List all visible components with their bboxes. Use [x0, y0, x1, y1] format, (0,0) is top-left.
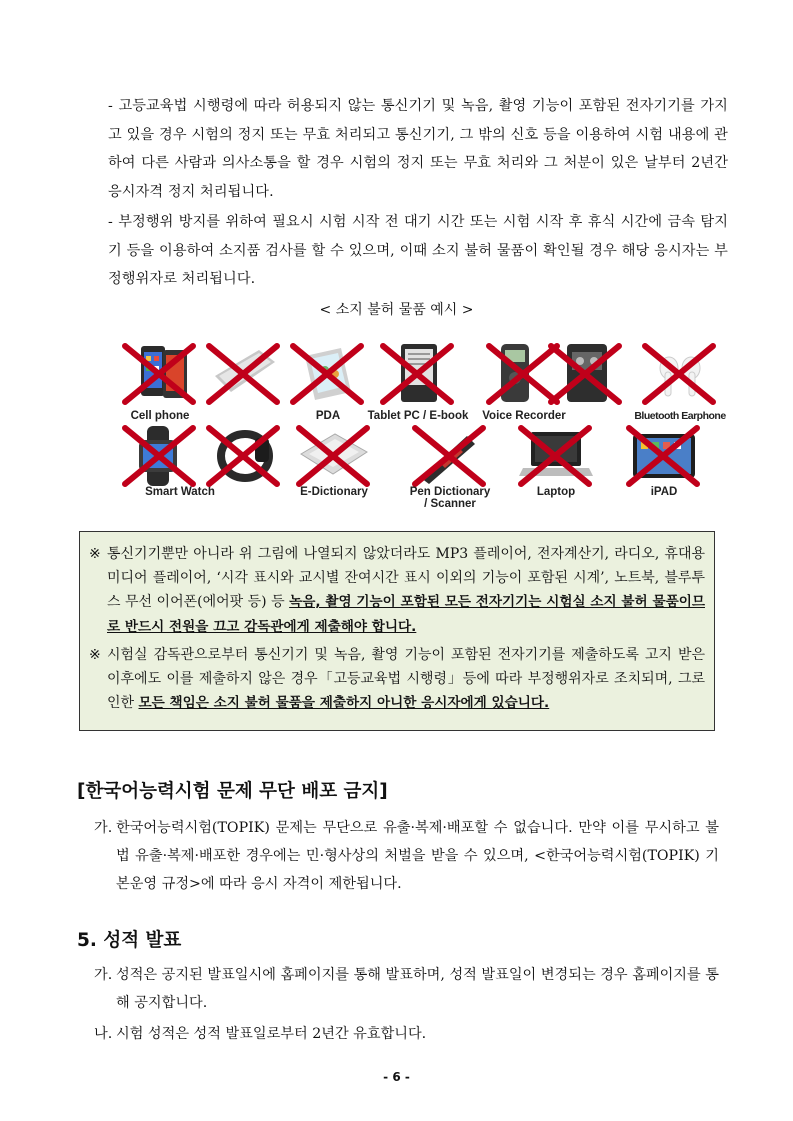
- cassette-recorder-icon: [543, 342, 629, 406]
- rule-bullet-2: [108, 208, 728, 294]
- item-label-pen-scanner: Pen Dictionary / Scanner: [409, 486, 491, 510]
- item-smart-watch: [117, 424, 215, 498]
- notice-note-2: [89, 643, 705, 716]
- item-pen-scanner: [407, 424, 493, 510]
- section-ban-text: 한국어능력시험(TOPIK) 문제는 무단으로 유출·복제·배포할 수 없습니다. 만약 이를 무시하고 불법 유출·복제·배포한 경우에는 민·형사상의 처벌을 받을 수 있으며, <한국어능력시험(TOPIK) 기본운영 규정>에 따라 응시 자격이 제한됩니다.: [116, 820, 719, 892]
- section-ban-item: [94, 814, 719, 898]
- item-label-earphone: Bluetooth Earphone: [634, 410, 726, 422]
- rule-bullet-2-text: - 부정행위 방지를 위하여 필요시 시험 시작 전 대기 시간 또는 시험 시작 후 휴식 시간에 금속 탐지기 등을 이용하여 소지품 검사를 할 수 있으며, 이때 소지 불허 물품이 확인될 경우 해당 응시자는 부정행위자로 처리됩니다.: [108, 214, 728, 287]
- notice-note-2-text: [107, 643, 705, 716]
- section-results-heading: 5. 성적 발표: [77, 930, 182, 951]
- results-item-2-marker: 나.: [94, 1026, 113, 1042]
- item-smartphone: [201, 342, 287, 406]
- item-label-cell-phone: Cell phone: [130, 410, 190, 422]
- notice-box: [79, 531, 715, 731]
- item-laptop: [513, 424, 599, 498]
- rule-bullet-1: [108, 92, 728, 206]
- e-dictionary-icon: [291, 424, 377, 488]
- notice-note-2-emphasis: 모든 책임은 소지 불허 물품을 제출하지 아니한 응시자에게 있습니다.: [138, 695, 550, 712]
- item-label-pda: PDA: [315, 410, 341, 422]
- item-label-voice-recorder: Voice Recorder: [482, 410, 566, 422]
- results-item-1-text: 성적은 공지된 발표일시에 홈페이지를 통해 발표하며, 성적 발표일이 변경되는 경우 홈페이지를 통해 공지합니다.: [116, 967, 719, 1011]
- item-ipad: [621, 424, 707, 498]
- pen-scanner-icon: [407, 424, 493, 488]
- section-ban-body: [94, 814, 719, 898]
- notice-mark-2: ※: [89, 646, 101, 663]
- ebook-icon: [375, 342, 461, 406]
- cell-phone-icon: [117, 342, 203, 406]
- section-ban-marker: 가.: [94, 820, 113, 836]
- results-item-2: [94, 1020, 719, 1048]
- prohibited-items-gallery: [117, 338, 726, 514]
- notice-note-2-plain: 시험실 감독관으로부터 통신기기 및 녹음, 촬영 기능이 포함된 전자기기를 제출하도록 고지 받은 이후에도 이를 제출하지 않은 경우「고등교육법 시행령」등에 따라 부정행위자로 조치되며, 그로 인한: [107, 646, 705, 712]
- page-number: - 6 -: [383, 1070, 410, 1084]
- item-label-ebook: Tablet PC / E-book: [367, 410, 469, 422]
- item-label-e-dictionary: E-Dictionary: [300, 486, 368, 498]
- section-results-body: [94, 961, 719, 1048]
- laptop-icon: [513, 424, 599, 488]
- item-label-laptop: Laptop: [536, 486, 576, 498]
- smartphone-icon: [201, 342, 287, 406]
- item-fitness-band: [201, 424, 287, 488]
- section-ban-heading: [한국어능력시험 문제 무단 배포 금지]: [77, 781, 388, 802]
- rules-bullet-list: [108, 92, 728, 294]
- gallery-caption: < 소지 불허 물품 예시 >: [319, 302, 474, 318]
- item-ebook: [367, 342, 469, 422]
- item-label-smart-watch: Smart Watch: [145, 486, 215, 498]
- item-earphone: [634, 342, 726, 422]
- item-cell-phone: [117, 342, 203, 422]
- notice-note-1-emphasis: 녹음, 촬영 기능이 포함된 모든 전자기기는 시험실 소지 불허 물품이므로 반드시 전원을 끄고 감독관에게 제출해야 합니다.: [107, 594, 705, 635]
- earphone-icon: [637, 342, 723, 406]
- results-item-1: [94, 961, 719, 1017]
- fitness-band-icon: [201, 424, 287, 488]
- notice-note-1-text: [107, 542, 705, 639]
- item-e-dictionary: [291, 424, 377, 498]
- item-pda: [285, 342, 371, 422]
- pda-icon: [285, 342, 371, 406]
- notice-note-1: [89, 542, 705, 639]
- item-label-ipad: iPAD: [650, 486, 678, 498]
- results-item-1-marker: 가.: [94, 967, 113, 983]
- results-item-2-text: 시험 성적은 성적 발표일로부터 2년간 유효합니다.: [116, 1026, 427, 1042]
- item-cassette-recorder: [543, 342, 629, 406]
- notice-note-1-plain: 통신기기뿐만 아니라 위 그림에 나열되지 않았더라도 MP3 플레이어, 전자계산기, 라디오, 휴대용 미디어 플레이어, ‘시각 표시와 교시별 잔여시간 표시 이외의 기능이 포함된 시계’, 노트북, 블루투스 무선 이어폰(에어팟 등) 등: [107, 546, 705, 611]
- rule-bullet-1-text: - 고등교육법 시행령에 따라 허용되지 않는 통신기기 및 녹음, 촬영 기능이 포함된 전자기기를 가지고 있을 경우 시험의 정지 또는 무효 처리되고 통신기기, 그 밖의 신호 등을 이용하여 시험 내용에 관하여 다른 사람과 의사소통을 할 경우 시험의 정지 또는 무효 처리와 그 처분이 있은 날부터 2년간 응시자격 정지 처리됩니다.: [108, 98, 728, 200]
- ipad-icon: [621, 424, 707, 488]
- notice-mark-1: ※: [89, 546, 101, 562]
- smart-watch-icon: [117, 424, 203, 488]
